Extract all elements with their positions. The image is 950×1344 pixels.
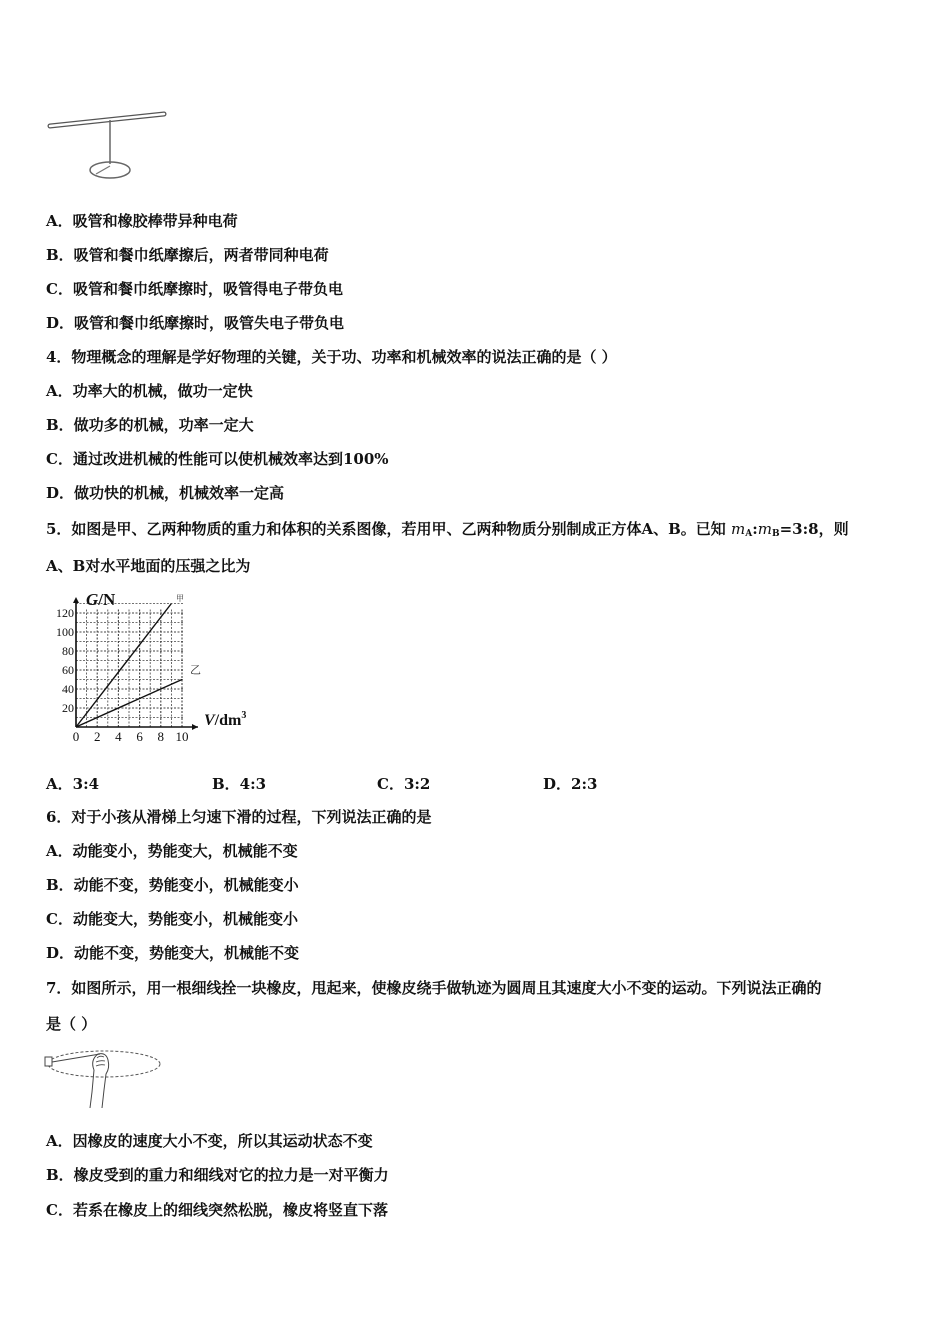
q5-stem: [46, 519, 849, 544]
q6-option-d: D．动能不变，势能变大，机械能不变: [46, 944, 300, 962]
x-tick-label: 8: [157, 729, 165, 744]
x-tick-label: 4: [115, 729, 122, 744]
y-tick-label: 40: [62, 682, 74, 696]
q7-option-c: C．若系在橡皮上的细线突然松脱，橡皮将竖直下落: [46, 1201, 388, 1219]
y-tick-label: 60: [62, 663, 74, 677]
q5-option-a: A．3:4: [46, 775, 100, 793]
q6-option-c: C．动能变大，势能变小，机械能变小: [46, 910, 298, 928]
q5-stem-text: 5．如图是甲、乙两种物质的重力和体积的关系图像，若用甲、乙两种物质分别制成正方体A、B。已知: [46, 520, 726, 538]
q3-option-a: A．吸管和橡胶棒带异种电荷: [46, 212, 238, 230]
y-tick-label: 120: [56, 606, 74, 620]
series-label-jia: 甲: [176, 594, 184, 603]
mass-subscript-b: B: [772, 529, 780, 539]
q5-option-b: B．4:3: [212, 775, 267, 793]
y-tick-label: 80: [62, 644, 74, 658]
q5-option-c: C．3:2: [377, 775, 431, 793]
eraser-circle-figure: [42, 1042, 167, 1112]
q4-option-d: D．做功快的机械，机械效率一定高: [46, 484, 285, 502]
gravity-volume-chart: [40, 585, 270, 753]
mass-subscript-a: A: [745, 529, 753, 539]
mass-colon: :: [752, 520, 758, 538]
mass-ratio-value: =3:8，则: [779, 520, 849, 538]
q3-option-d: D．吸管和餐巾纸摩擦时，吸管失电子带负电: [46, 314, 345, 332]
x-tick-label: 2: [93, 729, 101, 744]
q3-option-b: B．吸管和餐巾纸摩擦后，两者带同种电荷: [46, 246, 329, 264]
series-label-yi: 乙: [190, 664, 201, 677]
q6-stem: 6．对于小孩从滑梯上匀速下滑的过程，下列说法正确的是: [46, 808, 432, 826]
y-axis-label: G/N: [86, 590, 116, 609]
x-axis-label: $V/dm^3$: [204, 710, 247, 729]
y-tick-label: 100: [56, 625, 74, 639]
q4-stem: 4．物理概念的理解是学好物理的关键，关于功、功率和机械效率的说法正确的是（ ）: [46, 348, 617, 366]
mass-symbol-a: m: [731, 520, 746, 538]
q4-option-b: B．做功多的机械，功率一定大: [46, 416, 254, 434]
q5-stem-line2: A、B对水平地面的压强之比为: [46, 557, 251, 575]
q4-option-c: C．通过改进机械的性能可以使机械效率达到100%: [46, 450, 389, 468]
q3-option-c: C．吸管和餐巾纸摩擦时，吸管得电子带负电: [46, 280, 343, 298]
y-axis-arrow: [73, 597, 79, 603]
x-tick-label: 10: [175, 729, 189, 744]
x-tick-label: 6: [136, 729, 143, 744]
q7-stem-line2: 是（ ）: [46, 1015, 97, 1033]
y-tick-label: 20: [62, 701, 74, 715]
q4-option-a: A．功率大的机械，做功一定快: [46, 382, 253, 400]
q6-option-b: B．动能不变，势能变小，机械能变小: [46, 876, 299, 894]
x-axis-arrow: [192, 724, 198, 730]
q5-option-d: D．2:3: [543, 775, 598, 793]
q6-option-a: A．动能变小，势能变大，机械能不变: [46, 842, 298, 860]
q7-option-a: A．因橡皮的速度大小不变，所以其运动状态不变: [46, 1132, 373, 1150]
straw-stand-figure: [44, 104, 174, 184]
x-tick-label: 0: [72, 729, 80, 744]
q7-stem-line1: 7．如图所示，用一根细线拴一块橡皮，甩起来，使橡皮绕手做轨迹为圆周且其速度大小不变的运动。下列说法正确的: [46, 979, 822, 997]
mass-symbol-b: m: [757, 520, 772, 538]
q7-option-b: B．橡皮受到的重力和细线对它的拉力是一对平衡力: [46, 1166, 389, 1184]
